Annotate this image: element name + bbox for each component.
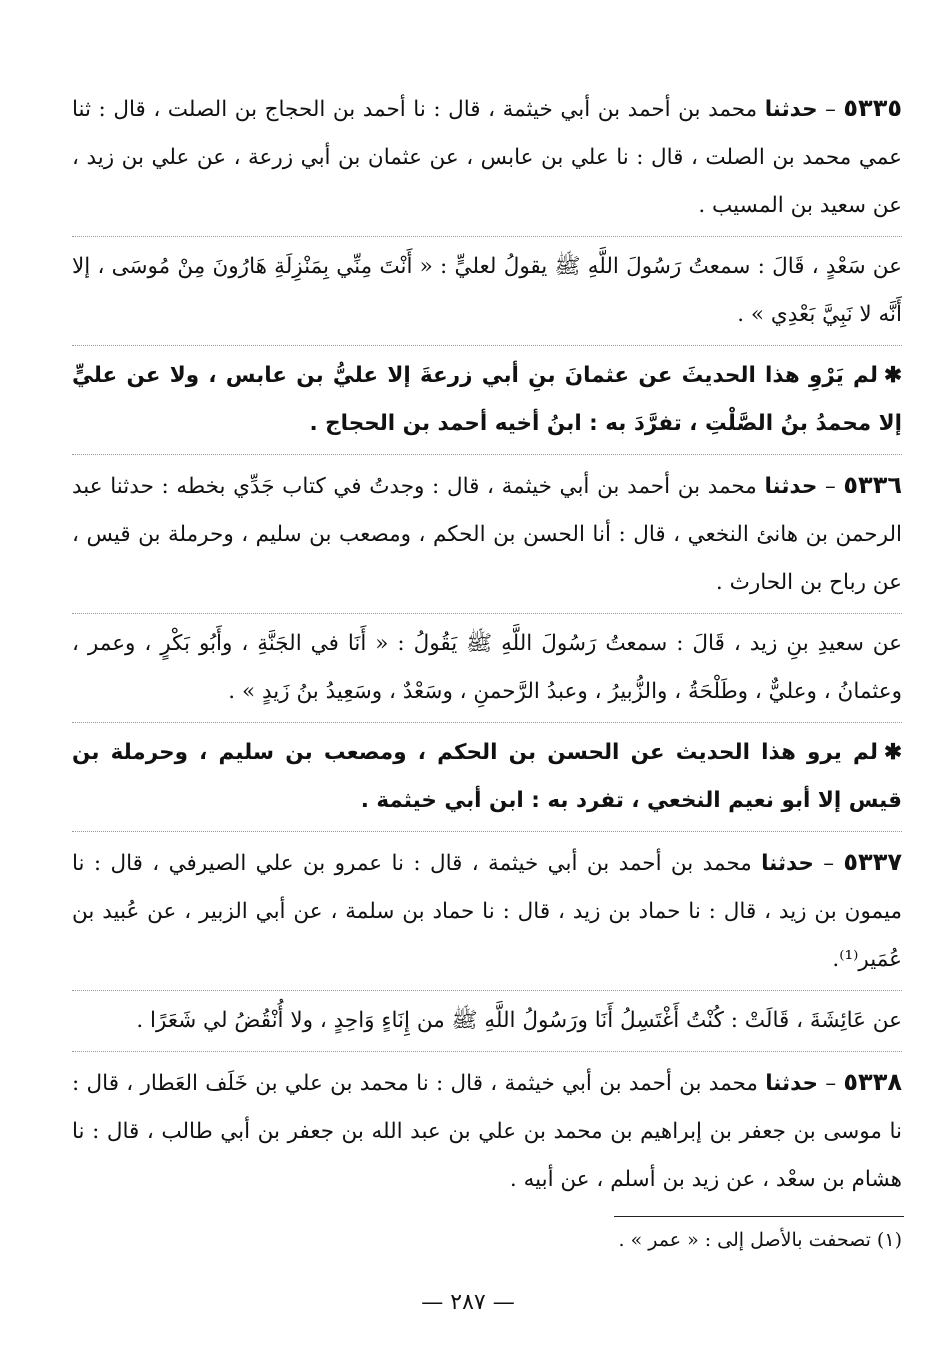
hadith-number: ٥٣٣٧ [843, 848, 902, 876]
hadith-keyword: حدثنا [765, 1071, 819, 1096]
hadith-5335-isnad [72, 84, 902, 237]
dash: – [817, 474, 844, 499]
hadith-5338-isnad [72, 1058, 902, 1204]
page-number: — ٢٨٧ — [421, 1290, 515, 1315]
hadith-5337-isnad [72, 838, 902, 991]
hadith-number: ٥٣٣٥ [843, 94, 902, 122]
footnote: (١) تصحفت بالأصل إلى : « عمر » . [618, 1229, 902, 1251]
isnad-text: محمد بن أحمد بن أبي خيثمة ، قال : وجدتُ في كتاب جَدِّي بخطه : حدثنا عبد الرحمن بن هانئ النخعي ، قال : أنا الحسن بن الحكم ، ومصعب بن سليم ، وحرملة بن قيس ، عن رباح بن الحارث . [72, 474, 902, 595]
star-icon: ✱ [883, 740, 902, 765]
note-text: لم يَرْوِ هذا الحديثَ عن عثمانَ بنِ أبي زرعةَ إلا عليُّ بن عابس ، ولا عن عليٍّ إلا محمدُ بنُ الصَّلْتِ ، تفرَّدَ به : ابنُ أخيه أحمد بن الحجاج . [72, 363, 902, 436]
hadith-5335-matn: عن سَعْدٍ ، قَالَ : سمعتُ رَسُولَ اللَّهِ ﷺ يقولُ لعليٍّ : « أَنْتَ مِنِّي بِمَنْزِلَةِ هَارُونَ مِنْ مُوسَى ، إلا أَنَّه لا نَبِيَّ بَعْدِي » . [72, 243, 902, 346]
star-icon: ✱ [883, 363, 902, 388]
isnad-text: محمد بن أحمد بن أبي خيثمة ، قال : نا عمرو بن علي الصيرفي ، قال : نا ميمون بن زيد ، قال : نا حماد بن زيد ، قال : نا حماد بن سلمة ، عن أبي الزبير ، عن عُبيد بن عُمَير⁽¹⁾. [72, 851, 902, 972]
hadith-keyword: حدثنا [761, 851, 814, 876]
page-body [72, 84, 902, 1204]
hadith-number: ٥٣٣٦ [843, 471, 902, 499]
dash: – [813, 851, 844, 876]
dash: – [817, 97, 844, 122]
hadith-keyword: حدثنا [764, 474, 818, 499]
isnad-text: محمد بن أحمد بن أبي خيثمة ، قال : نا أحمد بن الحجاج بن الصلت ، قال : ثنا عمي محمد بن الصلت ، قال : نا علي بن عابس ، عن عثمان بن أبي زرعة ، عن علي بن زيد ، عن سعيد بن المسيب . [72, 97, 902, 218]
hadith-5336-matn: عن سعيدِ بنِ زيد ، قَالَ : سمعتُ رَسُولَ اللَّهِ ﷺ يَقُولُ : « أَنَا في الجَنَّةِ ، وأَبُو بَكْرٍ ، وعمر ، وعثمانُ ، وعليٌّ ، وطَلْحَةُ ، والزُّبيرُ ، وعبدُ الرَّحمنِ ، وسَعْدٌ ، وسَعِيدُ بنُ زَيدٍ » . [72, 620, 902, 723]
note-text: لم يرو هذا الحديث عن الحسن بن الحكم ، ومصعب بن سليم ، وحرملة بن قيس إلا أبو نعيم النخعي ، تفرد به : ابن أبي خيثمة . [72, 740, 902, 813]
hadith-5337-matn: عن عَائِشَةَ ، قَالَتْ : كُنْتُ أَغْتَسِلُ أَنَا ورَسُولُ اللَّهِ ﷺ من إِنَاءٍ وَاحِدٍ ، ولا أُنْقُضُ لي شَعَرًا . [72, 997, 902, 1052]
hadith-5336-isnad [72, 461, 902, 614]
hadith-number: ٥٣٣٨ [843, 1068, 902, 1096]
hadith-5336-note [72, 729, 902, 832]
hadith-5335-note [72, 352, 902, 455]
dash: – [818, 1071, 844, 1096]
hadith-keyword: حدثنا [764, 97, 818, 122]
footnote-separator [614, 1216, 904, 1217]
isnad-text: محمد بن أحمد بن أبي خيثمة ، قال : نا محمد بن علي بن خَلَف العَطار ، قال : نا موسى بن جعفر بن إبراهيم بن محمد بن علي بن عبد الله بن جعفر بن أبي طالب ، قال : نا هشام بن سعْد ، عن زيد بن أسلم ، عن أبيه . [72, 1071, 902, 1192]
